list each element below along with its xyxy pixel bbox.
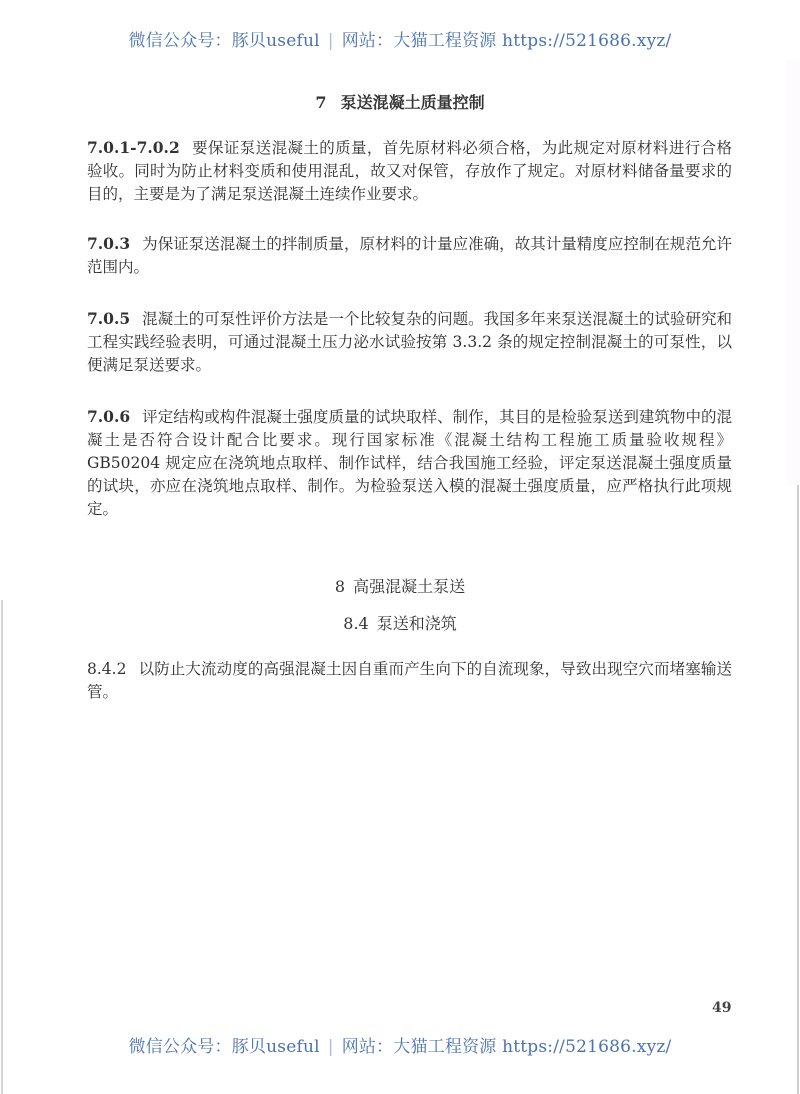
section-number: 8: [334, 577, 346, 596]
subsection-8-4-heading: [0, 611, 800, 634]
clause-text: 为保证泵送混凝土的拌制质量，原材料的计量应准确，故其计量精度应控制在规范允许范围内。: [87, 235, 732, 276]
watermark-bottom: [0, 1032, 800, 1057]
watermark-wechat: 微信公众号：豚贝useful: [128, 31, 320, 51]
clause-text: 要保证泵送混凝土的质量，首先原材料必须合格，为此规定对原材料进行合格验收。同时为防止材料变质和使用混乱，故又对保管，存放作了规定。对原材料储备量要求的目的，主要是为了满足泵送混凝土连续作业要求。: [87, 139, 732, 203]
subsection-number: 8.4: [343, 614, 369, 633]
clause-7-0-5: [87, 307, 732, 377]
scan-tint: [786, 60, 800, 485]
page-number: 49: [712, 1000, 732, 1016]
clause-7-0-6: [87, 405, 732, 521]
watermark-site: 网站：大猫工程资源 https://521686.xyz/: [341, 1037, 672, 1057]
watermark-wechat: 微信公众号：豚贝useful: [128, 1037, 320, 1057]
clause-text: 混凝土的可泵性评价方法是一个比较复杂的问题。我国多年来泵送混凝土的试验研究和工程实践经验表明，可通过混凝土压力泌水试验按第 3.3.2 条的规定控制混凝土的可泵性，以便满足泵送要求。: [87, 310, 732, 374]
watermark-separator: |: [327, 31, 334, 51]
clause-number: 7.0.5: [87, 309, 131, 328]
clause-7-0-1: [87, 136, 732, 206]
clause-7-0-3: [87, 232, 732, 279]
watermark-separator: |: [327, 1037, 334, 1057]
section-title: 高强混凝土泵送: [353, 577, 466, 596]
section-number: 7: [315, 93, 327, 112]
section-8-heading: [0, 574, 800, 597]
clause-8-4-2: [87, 658, 732, 704]
clause-number: 8.4.2: [87, 660, 127, 678]
clause-text: 以防止大流动度的高强混凝土因自重而产生向下的自流现象，导致出现空穴而堵塞输送管。: [87, 660, 732, 701]
clause-number: 7.0.1-7.0.2: [87, 138, 180, 157]
clause-number: 7.0.6: [87, 407, 131, 426]
clause-number: 7.0.3: [87, 234, 131, 253]
watermark-site: 网站：大猫工程资源 https://521686.xyz/: [341, 31, 672, 51]
section-title: 泵送混凝土质量控制: [340, 93, 485, 112]
page-edge-left: [1, 600, 3, 1094]
watermark-top: [0, 26, 800, 51]
section-7-heading: [0, 90, 800, 113]
clause-text: 评定结构或构件混凝土强度质量的试块取样、制作，其目的是检验泵送到建筑物中的混凝土是否符合设计配合比要求。现行国家标准《混凝土结构工程施工质量验收规程》GB50204 规定应在浇筑地点取样、制作试样，结合我国施工经验，评定泵送混凝土强度质量的试块，亦应在浇筑地点取样、制作。为检验泵送入模的混凝土强度质量，应严格执行此项规定。: [87, 408, 732, 518]
subsection-title: 泵送和浇筑: [376, 614, 457, 633]
